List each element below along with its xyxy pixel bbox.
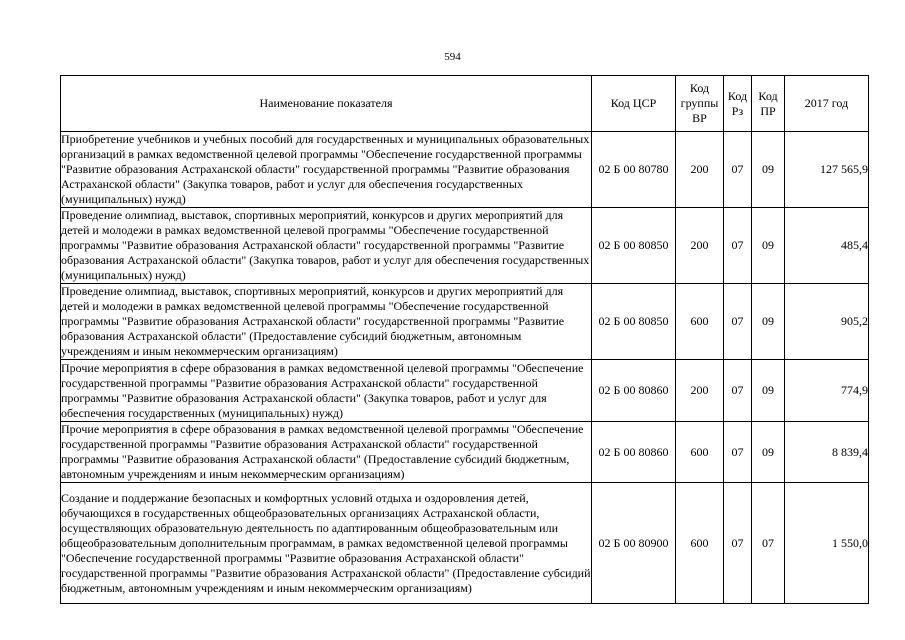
row-csr: 02 Б 00 80860 [592, 360, 676, 422]
row-amount: 8 839,4 [785, 422, 869, 483]
row-name: Проведение олимпиад, выставок, спортивных мероприятий, конкурсов и других мероприятий для детей и молодежи в рамках ведомственной целевой программы "Обеспечение государственной программы "Развитие образования Астраханской области" государственной программы "Развитие образования Астраханской области" (Предоставление субсидий бюджетным, автономным учреждениям и иным некоммерческим организациям) [61, 284, 592, 360]
row-vr: 200 [676, 208, 724, 284]
table-row [61, 422, 869, 483]
row-pr: 09 [752, 360, 785, 422]
row-vr: 200 [676, 360, 724, 422]
page-number: 594 [444, 51, 461, 63]
row-pr: 09 [752, 284, 785, 360]
row-vr: 600 [676, 483, 724, 604]
row-name: Прочие мероприятия в сфере образования в рамках ведомственной целевой программы "Обеспечение государственной программы "Развитие образования Астраханской области" государственной программы "Развитие образования Астраханской области" (Предоставление субсидий бюджетным, автономным учреждениям и иным некоммерческим организациям) [61, 422, 592, 483]
row-rz: 07 [724, 132, 752, 208]
row-name: Проведение олимпиад, выставок, спортивных мероприятий, конкурсов и других мероприятий для детей и молодежи в рамках ведомственной целевой программы "Обеспечение государственной программы "Развитие образования Астраханской области" государственной программы "Развитие образования Астраханской области" (Закупка товаров, работ и услуг для обеспечения государственных (муниципальных) нужд) [61, 208, 592, 284]
header-csr: Код ЦСР [592, 76, 676, 132]
row-name: Создание и поддержание безопасных и комфортных условий отдыха и оздоровления детей, обучающихся в государственных общеобразовательных организациях Астраханской области, осуществляющих образовательную деятельность по адаптированным общеобразовательным или общеобразовательным дополнительным программам, в рамках ведомственной целевой программы "Обеспечение государственной программы "Развитие образования Астраханской области" государственной программы "Развитие образования Астраханской области" (Предоставление субсидий бюджетным, автономным учреждениям и иным некоммерческим организациям) [61, 483, 592, 604]
row-name: Прочие мероприятия в сфере образования в рамках ведомственной целевой программы "Обеспечение государственной программы "Развитие образования Астраханской области" государственной программы "Развитие образования Астраханской области" (Закупка товаров, работ и услуг для обеспечения государственных (муниципальных) нужд) [61, 360, 592, 422]
row-rz: 07 [724, 284, 752, 360]
header-year: 2017 год [785, 76, 869, 132]
row-pr: 09 [752, 208, 785, 284]
row-vr: 200 [676, 132, 724, 208]
row-csr: 02 Б 00 80900 [592, 483, 676, 604]
row-csr: 02 Б 00 80850 [592, 208, 676, 284]
table-row [61, 284, 869, 360]
row-pr: 09 [752, 132, 785, 208]
header-rz: Код Рз [724, 76, 752, 132]
row-csr: 02 Б 00 80780 [592, 132, 676, 208]
row-csr: 02 Б 00 80850 [592, 284, 676, 360]
row-name: Приобретение учебников и учебных пособий для государственных и муниципальных образовательных организаций в рамках ведомственной целевой программы "Обеспечение государственной программы "Развитие образования Астраханской области" государственной программы "Развитие образования Астраханской области" (Закупка товаров, работ и услуг для обеспечения государственных (муниципальных) нужд) [61, 132, 592, 208]
budget-table [60, 75, 869, 604]
row-amount: 1 550,0 [785, 483, 869, 604]
row-csr: 02 Б 00 80860 [592, 422, 676, 483]
row-pr: 07 [752, 483, 785, 604]
table-header-row [61, 76, 869, 132]
row-vr: 600 [676, 284, 724, 360]
row-amount: 127 565,9 [785, 132, 869, 208]
header-name: Наименование показателя [61, 76, 592, 132]
row-amount: 774,9 [785, 360, 869, 422]
row-pr: 09 [752, 422, 785, 483]
table-row [61, 132, 869, 208]
row-rz: 07 [724, 208, 752, 284]
table-row [61, 360, 869, 422]
row-amount: 485,4 [785, 208, 869, 284]
header-vr: Код группы ВР [676, 76, 724, 132]
header-pr: Код ПР [752, 76, 785, 132]
row-rz: 07 [724, 422, 752, 483]
table-row [61, 208, 869, 284]
row-rz: 07 [724, 360, 752, 422]
row-amount: 905,2 [785, 284, 869, 360]
table-row [61, 483, 869, 604]
row-rz: 07 [724, 483, 752, 604]
row-vr: 600 [676, 422, 724, 483]
